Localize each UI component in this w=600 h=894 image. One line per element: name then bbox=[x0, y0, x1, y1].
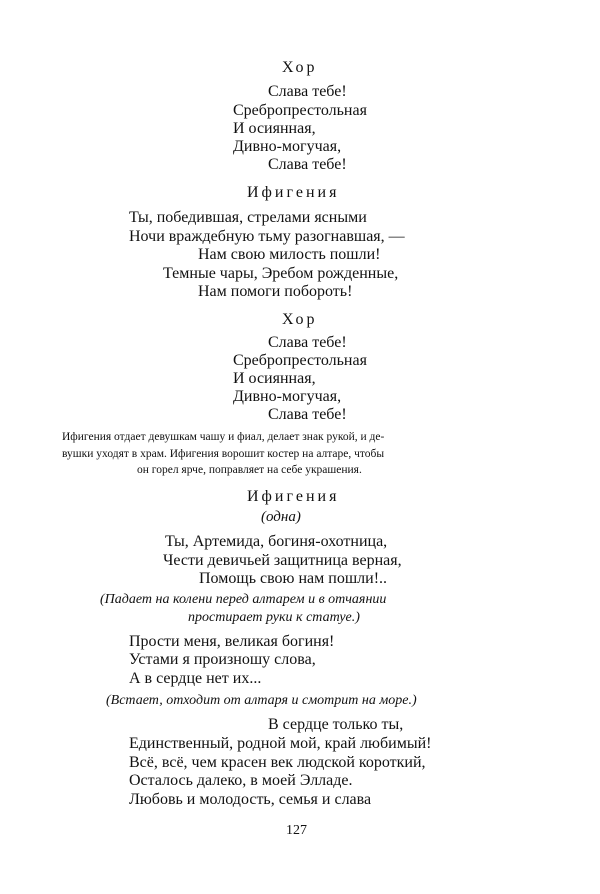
stage-direction: простирает руки к статуе.) bbox=[188, 610, 360, 625]
verse-line: Чести девичьей защитница верная, bbox=[163, 552, 402, 569]
verse-line: Единственный, родной мой, край любимый! bbox=[129, 735, 432, 752]
verse-line: Любовь и молодость, семья и слава bbox=[129, 791, 372, 808]
verse-line: Ты, победившая, стрелами ясными bbox=[129, 209, 367, 226]
stage-direction: (Встает, отходит от алтаря и смотрит на море.) bbox=[106, 693, 417, 708]
verse-line: И осиянная, bbox=[233, 370, 316, 387]
verse-line: Прости меня, великая богиня! bbox=[129, 633, 335, 650]
verse-line: Устами я произношу слова, bbox=[129, 651, 316, 668]
verse-line: Помощь свою нам пошли!.. bbox=[199, 570, 388, 587]
verse-line: Нам помоги побороть! bbox=[198, 283, 353, 300]
stage-direction: (Падает на колени перед алтарем и в отчаянии bbox=[100, 592, 387, 607]
stage-direction: (одна) bbox=[261, 509, 301, 525]
verse-line: Темные чары, Эребом рожденные, bbox=[163, 265, 399, 282]
page-number: 127 bbox=[286, 823, 307, 838]
verse-line: Ночи враждебную тьму разогнавшая, — bbox=[129, 228, 405, 245]
speaker-chorus: Хор bbox=[282, 311, 318, 328]
speaker-iphigenia: Ифигения bbox=[247, 488, 340, 505]
stage-note-line: он горел ярче, поправляет на себе украшения. bbox=[137, 464, 362, 476]
speaker-iphigenia: Ифигения bbox=[247, 184, 340, 201]
verse-line: Слава тебе! bbox=[268, 156, 347, 173]
verse-line: А в сердце нет их... bbox=[129, 670, 262, 687]
verse-line: Дивно-могучая, bbox=[233, 388, 342, 405]
verse-line: Сребропрестольная bbox=[233, 352, 367, 369]
verse-line: Слава тебе! bbox=[268, 406, 347, 423]
verse-line: Дивно-могучая, bbox=[233, 138, 342, 155]
verse-line: В сердце только ты, bbox=[268, 716, 404, 733]
stage-note-line: вушки уходят в храм. Ифигения ворошит костер на алтаре, чтобы bbox=[62, 448, 385, 460]
verse-line: Нам свою милость пошли! bbox=[198, 246, 381, 263]
verse-line: Всё, всё, чем красен век людской короткий, bbox=[129, 754, 426, 771]
speaker-chorus: Хор bbox=[282, 59, 318, 76]
verse-line: Ты, Артемида, богиня-охотница, bbox=[165, 533, 388, 550]
verse-line: Слава тебе! bbox=[268, 334, 347, 351]
verse-line: Осталось далеко, в моей Элладе. bbox=[129, 772, 353, 789]
verse-line: Сребропрестольная bbox=[233, 102, 367, 119]
verse-line: И осиянная, bbox=[233, 120, 316, 137]
verse-line: Слава тебе! bbox=[268, 83, 347, 100]
stage-note-line: Ифигения отдает девушкам чашу и фиал, делает знак рукой, и де- bbox=[62, 431, 385, 443]
